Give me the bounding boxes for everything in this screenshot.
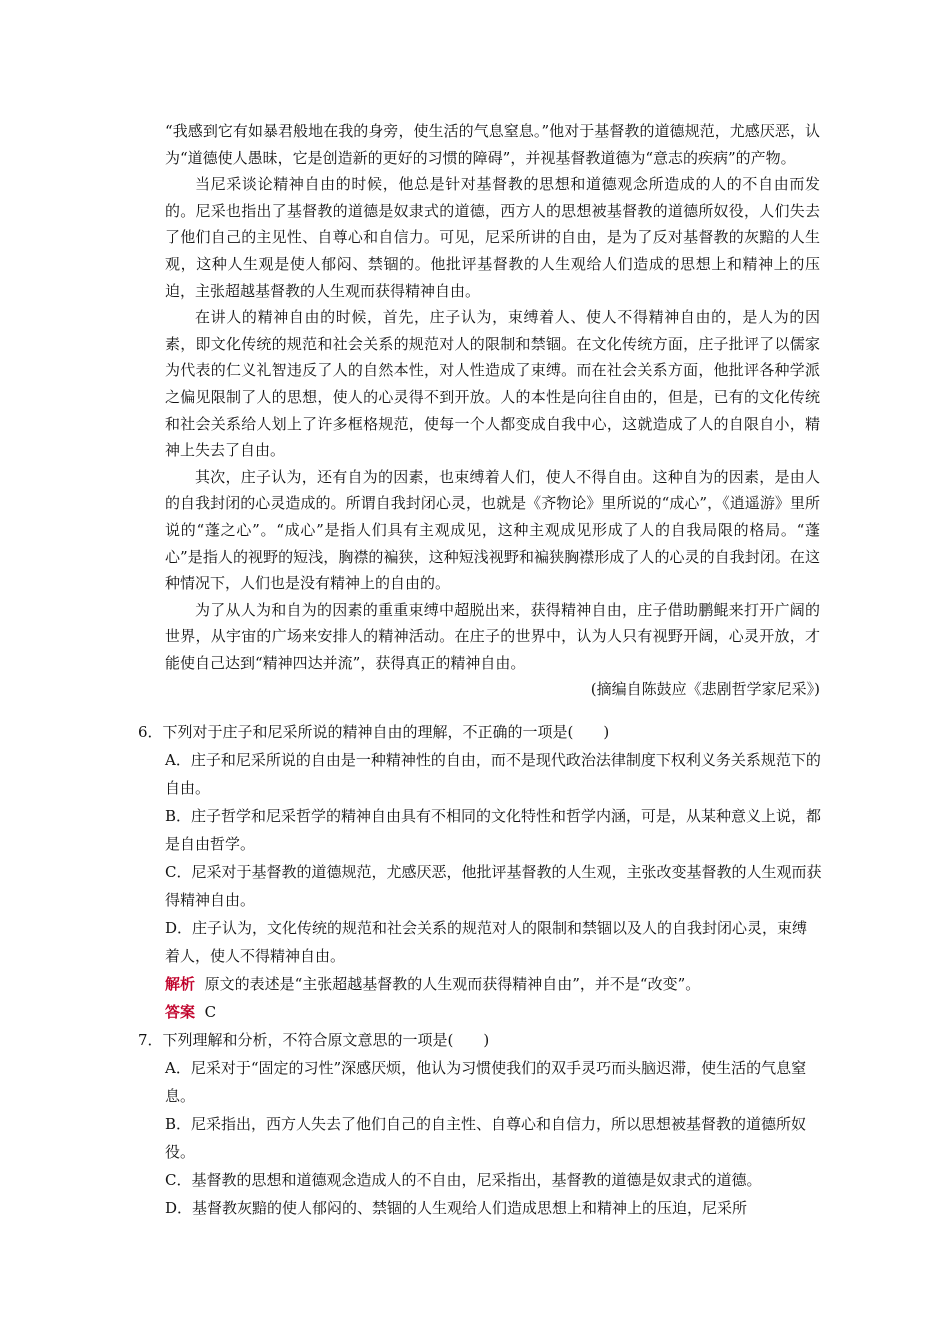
question-6-stem: 6．下列对于庄子和尼采所说的精神自由的理解，不正确的一项是( ): [138, 723, 610, 741]
question-section: [138, 718, 822, 1222]
question-6-analysis: [138, 970, 822, 998]
question-7-stem: 7．下列理解和分析，不符合原文意思的一项是( ): [138, 1031, 490, 1049]
question-6-option-c: C．尼采对于基督教的道德规范，尤感厌恶，他批评基督教的人生观，主张改变基督教的人生观而获得精神自由。: [165, 863, 822, 909]
analysis-label: 解析: [165, 975, 196, 993]
passage-paragraph-5: 为了从人为和自为的因素的重重束缚中超脱出来，获得精神自由，庄子借助鹏鲲来打开广阔的世界，从宇宙的广场来安排人的精神活动。在庄子的世界中，认为人只有视野开阔，心灵开放，才能使自己达到“精神四达并流”，获得真正的精神自由。: [165, 600, 820, 672]
passage-paragraph-3: 在讲人的精神自由的时候，首先，庄子认为，束缚着人、使人不得精神自由的，是人为的因素，即文化传统的规范和社会关系的规范对人的限制和禁锢。在文化传统方面，庄子批评了以儒家为代表的仁义礼智违反了人的自然本性，对人性造成了束缚。而在社会关系方面，他批评各种学派之偏见限制了人的思想，使人的心灵得不到开放。人的本性是向往自由的，但是，已有的文化传统和社会关系给人划上了许多框格规范，使每一个人都变成自我中心，这就造成了人的自限自小，精神上失去了自由。: [165, 308, 820, 460]
question-7: [138, 1026, 822, 1222]
question-6: [138, 718, 822, 1026]
answer-text: C: [204, 1003, 217, 1021]
passage-paragraph-2: 当尼采谈论精神自由的时候，他总是针对基督教的思想和道德观念所造成的人的不自由而发的。尼采也指出了基督教的道德是奴隶式的道德，西方人的思想被基督教的道德所奴役，人们失去了他们自己的主见性、自尊心和自信力。可见，尼采所讲的自由，是为了反对基督教的灰黯的人生观，这种人生观是使人郁闷、禁锢的。他批评基督教的人生观给人们造成的思想上和精神上的压迫，主张超越基督教的人生观而获得精神自由。: [165, 175, 820, 300]
question-6-option-a: A．庄子和尼采所说的自由是一种精神性的自由，而不是现代政治法律制度下权利义务关系规范下的自由。: [165, 751, 821, 797]
reading-passage: [165, 118, 820, 703]
question-6-option-d: D．庄子认为，文化传统的规范和社会关系的规范对人的限制和禁锢以及人的自我封闭心灵，束缚着人，使人不得精神自由。: [165, 919, 808, 965]
question-7-option-d: D．基督教灰黯的使人郁闷的、禁锢的人生观给人们造成思想上和精神上的压迫，尼采所: [165, 1199, 748, 1217]
question-7-option-b: B．尼采指出，西方人失去了他们自己的自主性、自尊心和自信力，所以思想被基督教的道德所奴役。: [165, 1115, 807, 1161]
analysis-text: 原文的表述是“主张超越基督教的人生观而获得精神自由”，并不是“改变”。: [204, 975, 701, 993]
question-7-option-c: C．基督教的思想和道德观念造成人的不自由，尼采指出，基督教的道德是奴隶式的道德。: [165, 1171, 762, 1189]
answer-label: 答案: [165, 1003, 196, 1021]
question-6-answer: [138, 998, 822, 1026]
passage-source: (摘编自陈鼓应《悲剧哲学家尼采》): [590, 680, 820, 699]
question-7-option-a: A．尼采对于“固定的习性”深感厌烦，他认为习惯使我们的双手灵巧而头脑迟滞，使生活的气息窒息。: [165, 1059, 807, 1105]
passage-paragraph-4: 其次，庄子认为，还有自为的因素，也束缚着人们，使人不得自由。这种自为的因素，是由人的自我封闭的心灵造成的。所谓自我封闭心灵，也就是《齐物论》里所说的“成心”，《逍遥游》里所说的“蓬之心”。“成心”是指人们具有主观成见，这种主观成见形成了人的自我局限的格局。“蓬心”是指人的视野的短浅，胸襟的褊狭，这种短浅视野和褊狭胸襟形成了人的心灵的自我封闭。在这种情况下，人们也是没有精神上的自由的。: [165, 467, 820, 593]
passage-paragraph-1: “我感到它有如暴君般地在我的身旁，使生活的气息窒息。”他对于基督教的道德规范，尤感厌恶，认为“道德使人愚昧，它是创造新的更好的习惯的障碍”，并视基督教道德为“意志的疾病”的产物。: [165, 122, 820, 167]
question-6-option-b: B．庄子哲学和尼采哲学的精神自由具有不相同的文化特性和哲学内涵，可是，从某种意义上说，都是自由哲学。: [165, 807, 822, 853]
